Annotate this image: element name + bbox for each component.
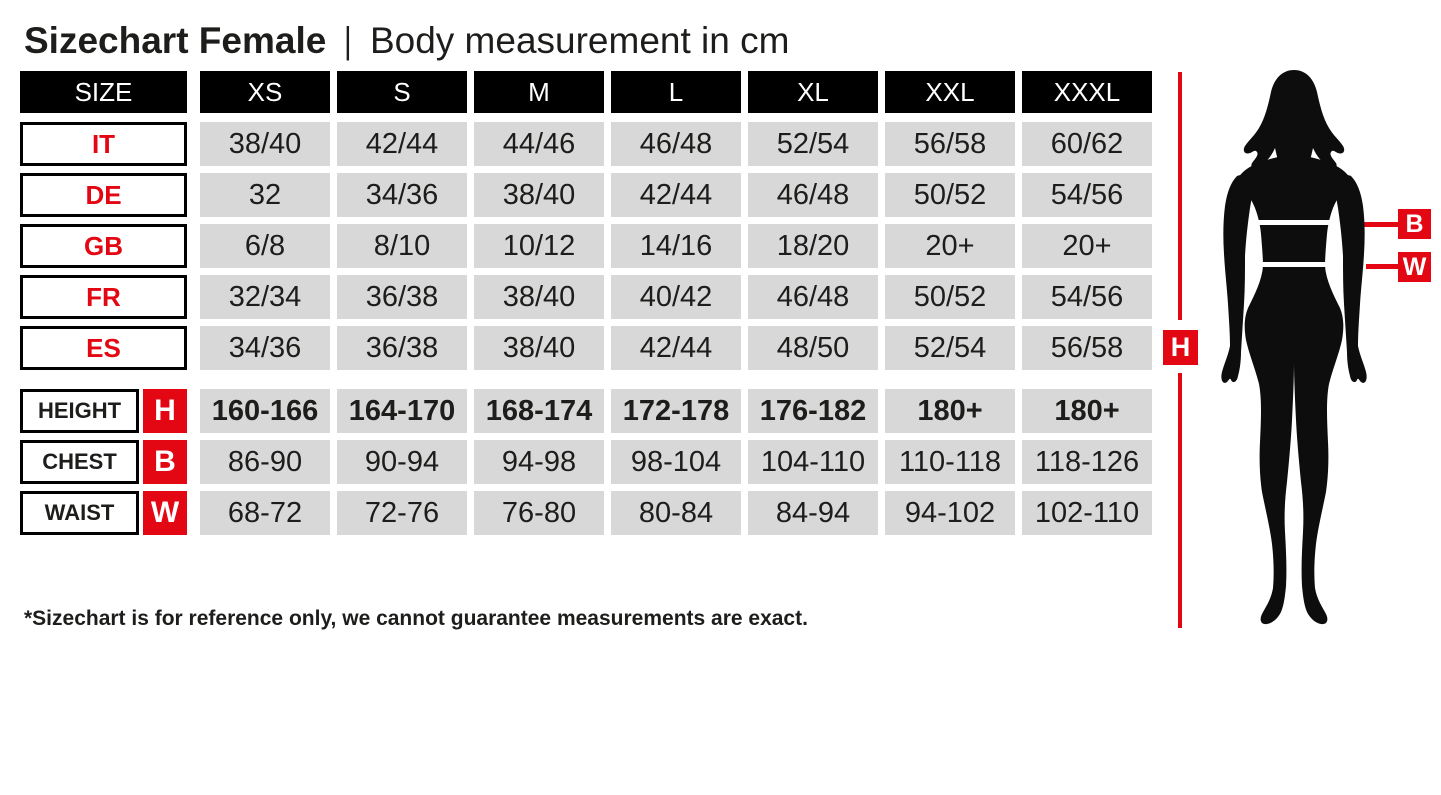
measure-value-cell: 76-80 bbox=[474, 491, 604, 535]
size-value-cell: 20+ bbox=[885, 224, 1015, 268]
measure-value-cell: 172-178 bbox=[611, 389, 741, 433]
waist-measure-line bbox=[1257, 262, 1331, 267]
measure-value-cell: 176-182 bbox=[748, 389, 878, 433]
size-value-cell: 46/48 bbox=[611, 122, 741, 166]
table-header-row bbox=[20, 71, 1152, 113]
size-value-cell: 20+ bbox=[1022, 224, 1152, 268]
height-line-upper bbox=[1178, 72, 1182, 320]
size-value-cell: 54/56 bbox=[1022, 275, 1152, 319]
silhouette-hair bbox=[1244, 70, 1344, 176]
region-row bbox=[20, 326, 1152, 370]
size-value-cell: 18/20 bbox=[748, 224, 878, 268]
size-column-header: XS bbox=[200, 71, 330, 113]
chest-measure-line bbox=[1253, 220, 1335, 225]
measure-label-group bbox=[20, 440, 187, 484]
size-value-cell: 38/40 bbox=[200, 122, 330, 166]
size-value-cell: 34/36 bbox=[200, 326, 330, 370]
measure-label-group bbox=[20, 389, 187, 433]
size-value-cell: 60/62 bbox=[1022, 122, 1152, 166]
region-row bbox=[20, 122, 1152, 166]
size-column-header: XXXL bbox=[1022, 71, 1152, 113]
size-value-cell: 32/34 bbox=[200, 275, 330, 319]
size-table bbox=[20, 71, 1152, 535]
title-subtitle: Body measurement in cm bbox=[369, 20, 790, 61]
size-value-cell: 34/36 bbox=[337, 173, 467, 217]
measure-value-cell: 110-118 bbox=[885, 440, 1015, 484]
measure-value-cell: 90-94 bbox=[337, 440, 467, 484]
region-label: FR bbox=[20, 275, 187, 319]
size-value-cell: 36/38 bbox=[337, 326, 467, 370]
size-value-cell: 52/54 bbox=[885, 326, 1015, 370]
region-row bbox=[20, 224, 1152, 268]
size-value-cell: 42/44 bbox=[611, 173, 741, 217]
height-line-lower bbox=[1178, 373, 1182, 628]
size-value-cell: 14/16 bbox=[611, 224, 741, 268]
size-value-cell: 46/48 bbox=[748, 173, 878, 217]
measure-badge: W bbox=[143, 491, 187, 535]
measure-label-group bbox=[20, 491, 187, 535]
size-value-cell: 50/52 bbox=[885, 173, 1015, 217]
size-value-cell: 38/40 bbox=[474, 326, 604, 370]
size-value-cell: 10/12 bbox=[474, 224, 604, 268]
region-row bbox=[20, 173, 1152, 217]
measure-value-cell: 80-84 bbox=[611, 491, 741, 535]
size-column-header: XL bbox=[748, 71, 878, 113]
measure-value-cell: 98-104 bbox=[611, 440, 741, 484]
footnote: *Sizechart is for reference only, we cannot guarantee measurements are exact. bbox=[24, 607, 808, 630]
bust-badge: B bbox=[1398, 209, 1431, 239]
size-header-cell: SIZE bbox=[20, 71, 187, 113]
measure-value-cell: 94-98 bbox=[474, 440, 604, 484]
measure-value-cell: 72-76 bbox=[337, 491, 467, 535]
measure-row bbox=[20, 389, 1152, 433]
region-row bbox=[20, 275, 1152, 319]
measure-value-cell: 164-170 bbox=[337, 389, 467, 433]
measure-label: WAIST bbox=[20, 491, 139, 535]
size-value-cell: 36/38 bbox=[337, 275, 467, 319]
region-label: ES bbox=[20, 326, 187, 370]
region-label: IT bbox=[20, 122, 187, 166]
title-main: Sizechart Female bbox=[24, 20, 327, 61]
measure-label: CHEST bbox=[20, 440, 139, 484]
size-value-cell: 8/10 bbox=[337, 224, 467, 268]
size-value-cell: 48/50 bbox=[748, 326, 878, 370]
size-value-cell: 50/52 bbox=[885, 275, 1015, 319]
page-title bbox=[24, 20, 789, 62]
measure-value-cell: 160-166 bbox=[200, 389, 330, 433]
waist-badge: W bbox=[1398, 252, 1431, 282]
region-label: DE bbox=[20, 173, 187, 217]
measure-label: HEIGHT bbox=[20, 389, 139, 433]
height-badge: H bbox=[1163, 330, 1198, 365]
size-value-cell: 40/42 bbox=[611, 275, 741, 319]
size-value-cell: 32 bbox=[200, 173, 330, 217]
measure-value-cell: 168-174 bbox=[474, 389, 604, 433]
size-value-cell: 46/48 bbox=[748, 275, 878, 319]
measure-value-cell: 84-94 bbox=[748, 491, 878, 535]
measure-value-cell: 118-126 bbox=[1022, 440, 1152, 484]
size-value-cell: 6/8 bbox=[200, 224, 330, 268]
measure-value-cell: 180+ bbox=[885, 389, 1015, 433]
female-silhouette-image bbox=[1215, 62, 1373, 632]
measure-value-cell: 180+ bbox=[1022, 389, 1152, 433]
size-value-cell: 54/56 bbox=[1022, 173, 1152, 217]
region-label: GB bbox=[20, 224, 187, 268]
measure-badge: B bbox=[143, 440, 187, 484]
size-value-cell: 42/44 bbox=[337, 122, 467, 166]
size-value-cell: 56/58 bbox=[1022, 326, 1152, 370]
size-column-header: M bbox=[474, 71, 604, 113]
measure-value-cell: 68-72 bbox=[200, 491, 330, 535]
size-column-header: L bbox=[611, 71, 741, 113]
measure-badge: H bbox=[143, 389, 187, 433]
measure-value-cell: 94-102 bbox=[885, 491, 1015, 535]
size-value-cell: 56/58 bbox=[885, 122, 1015, 166]
size-value-cell: 42/44 bbox=[611, 326, 741, 370]
size-value-cell: 52/54 bbox=[748, 122, 878, 166]
measure-row bbox=[20, 491, 1152, 535]
size-value-cell: 38/40 bbox=[474, 173, 604, 217]
size-value-cell: 38/40 bbox=[474, 275, 604, 319]
measure-value-cell: 104-110 bbox=[748, 440, 878, 484]
size-value-cell: 44/46 bbox=[474, 122, 604, 166]
measure-value-cell: 86-90 bbox=[200, 440, 330, 484]
measure-value-cell: 102-110 bbox=[1022, 491, 1152, 535]
title-separator: | bbox=[344, 20, 352, 61]
size-column-header: S bbox=[337, 71, 467, 113]
measure-row bbox=[20, 440, 1152, 484]
size-column-header: XXL bbox=[885, 71, 1015, 113]
